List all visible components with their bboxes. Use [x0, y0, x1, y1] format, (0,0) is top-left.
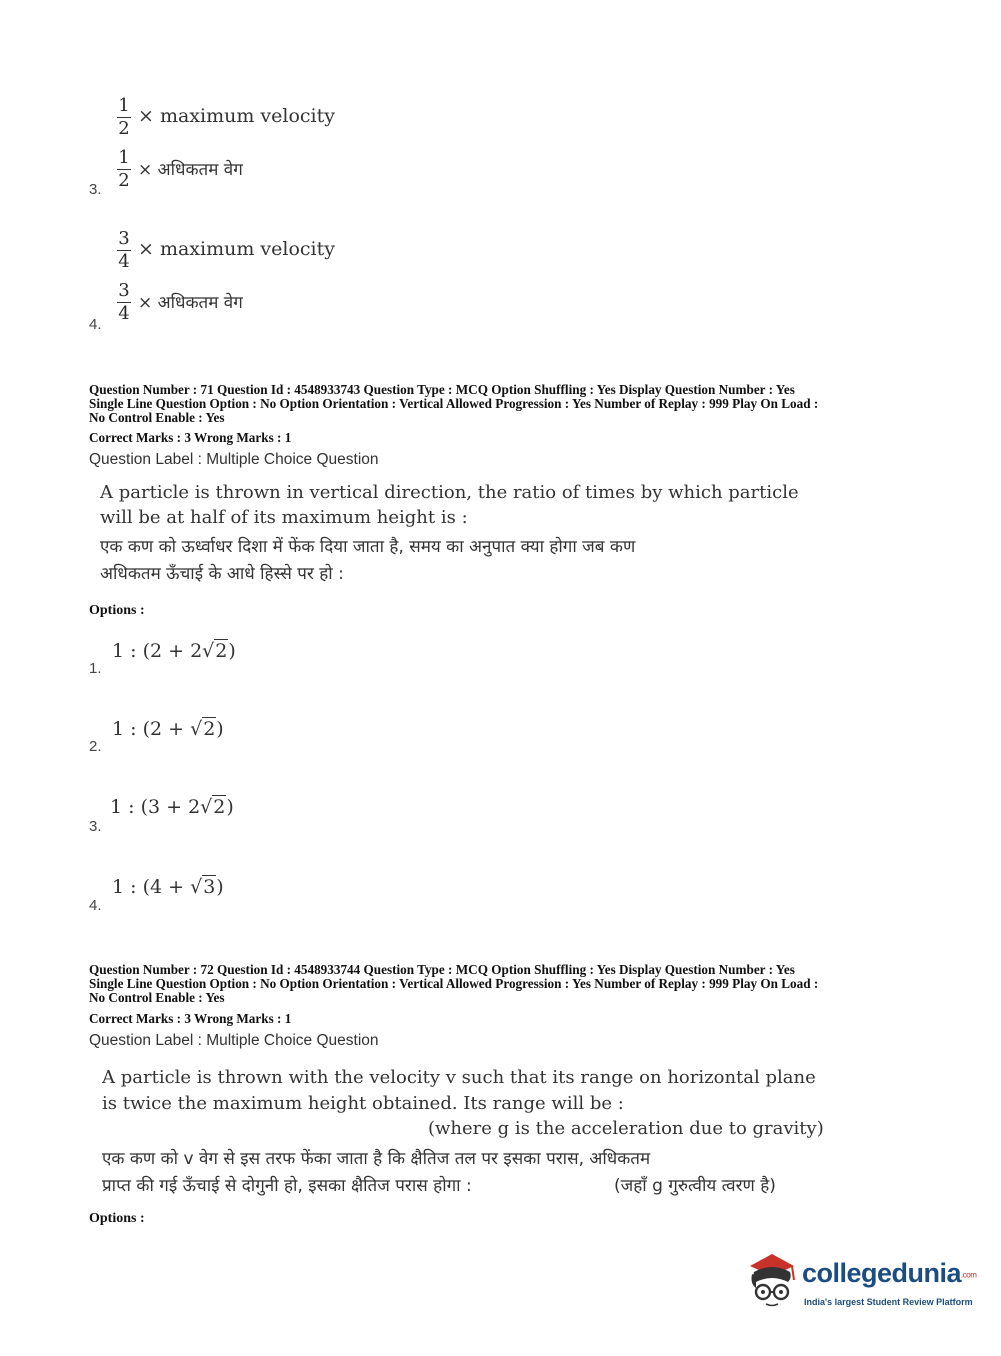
- option-expression: 1 : (2 + 2√2): [112, 640, 236, 662]
- option-number: 3.: [89, 818, 102, 835]
- option-text-en: × maximum velocity: [138, 238, 335, 260]
- options-label: Options :: [89, 1211, 145, 1226]
- question-text-en: will be at half of its maximum height is :: [100, 507, 468, 528]
- question-text-hi: अधिकतम ऊँचाई के आधे हिस्से पर हो :: [100, 564, 344, 584]
- fraction: 3 4: [118, 280, 130, 324]
- question-text-hi: एक कण को v वेग से इस तरफ फेंका जाता है कि क्षैतिज तल पर इसका परास, अधिकतम: [102, 1149, 651, 1169]
- option-number: 4.: [89, 897, 102, 914]
- option-text-en: × maximum velocity: [138, 105, 335, 127]
- option-text-hi: × अधिकतम वेग: [138, 160, 243, 180]
- option-expression: 1 : (4 + √3): [112, 876, 224, 898]
- options-label: Options :: [89, 603, 145, 618]
- option-number: 2.: [89, 738, 102, 755]
- question-text-hi: एक कण को ऊर्ध्वाधर दिशा में फेंक दिया जाता है, समय का अनुपात क्या होगा जब कण: [100, 537, 636, 557]
- question-meta: No Control Enable : Yes: [89, 410, 225, 425]
- fraction: 3 4: [118, 228, 130, 272]
- question-marks: Correct Marks : 3 Wrong Marks : 1: [89, 1011, 292, 1026]
- question-label: Question Label : Multiple Choice Question: [89, 451, 379, 468]
- question-text-hi: (जहाँ g गुरुत्वीय त्वरण है): [614, 1176, 776, 1196]
- mascot-icon: [742, 1248, 800, 1310]
- question-meta: Question Number : 72 Question Id : 4548933744 Question Type : MCQ Option Shuffling : Yes Display Question Number : Yes: [89, 962, 795, 977]
- question-meta: Question Number : 71 Question Id : 4548933743 Question Type : MCQ Option Shuffling : Yes Display Question Number : Yes: [89, 382, 795, 397]
- question-label: Question Label : Multiple Choice Question: [89, 1032, 379, 1049]
- question-text-en: A particle is thrown in vertical direction, the ratio of times by which particle: [100, 482, 799, 503]
- question-meta: No Control Enable : Yes: [89, 990, 225, 1005]
- option-expression: 1 : (3 + 2√2): [110, 796, 234, 818]
- logo-tagline: India's largest Student Review Platform: [804, 1297, 973, 1307]
- option-number: 4.: [89, 316, 102, 333]
- logo-brand: collegedunia.com: [802, 1258, 977, 1288]
- option-number: 1.: [89, 660, 102, 677]
- question-meta: Single Line Question Option : No Option Orientation : Vertical Allowed Progression : Yes Number of Replay : 999 Play On Load :: [89, 396, 819, 411]
- option-number: 3.: [89, 181, 102, 198]
- question-meta: Single Line Question Option : No Option Orientation : Vertical Allowed Progression : Yes Number of Replay : 999 Play On Load :: [89, 976, 819, 991]
- question-text-en: (where g is the acceleration due to gravity): [428, 1118, 824, 1139]
- question-marks: Correct Marks : 3 Wrong Marks : 1: [89, 430, 292, 445]
- question-text-en: is twice the maximum height obtained. Its range will be :: [102, 1093, 624, 1114]
- fraction: 1 2: [118, 95, 130, 139]
- option-text-hi: × अधिकतम वेग: [138, 293, 243, 313]
- question-text-hi: प्राप्त की गई ऊँचाई से दोगुनी हो, इसका क्षैतिज परास होगा :: [102, 1176, 472, 1196]
- fraction: 1 2: [118, 147, 130, 191]
- option-expression: 1 : (2 + √2): [112, 718, 224, 740]
- question-text-en: A particle is thrown with the velocity v such that its range on horizontal plane: [102, 1067, 816, 1088]
- collegedunia-logo: [742, 1248, 977, 1314]
